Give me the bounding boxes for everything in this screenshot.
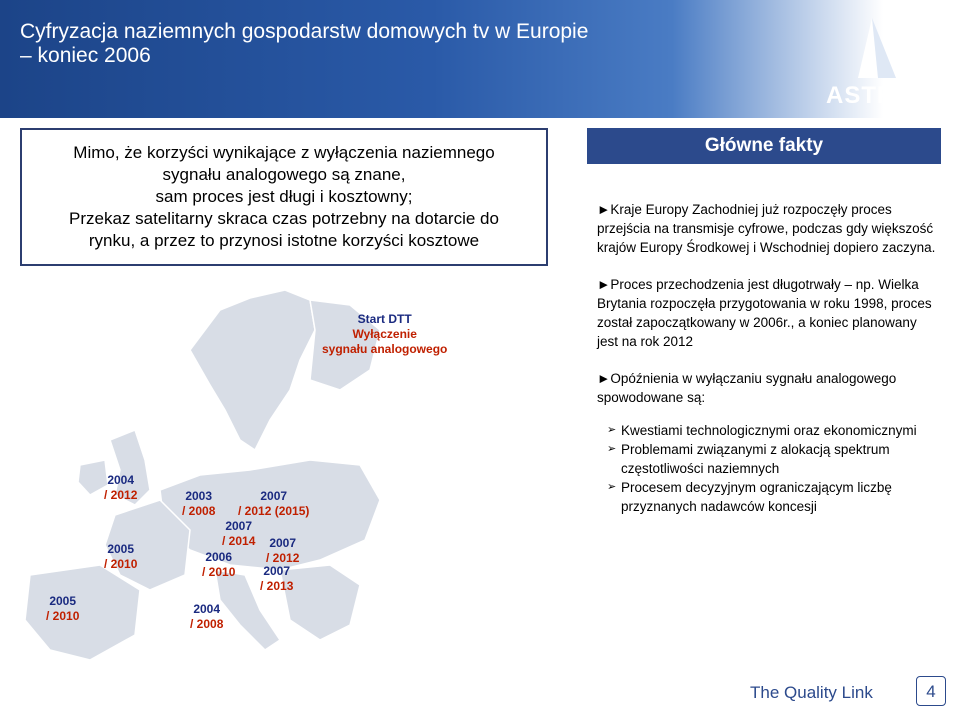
- title-line-1: Cyfryzacja naziemnych gospodarstw domowych tv w Europie: [20, 20, 589, 43]
- list-item: ➢ Kwestiami technologicznymi oraz ekonomicznymi: [607, 421, 937, 440]
- facts-header: Główne fakty: [587, 128, 941, 164]
- facts-panel: [597, 200, 937, 516]
- fact-paragraph-3: ►Opóźnienia w wyłączaniu sygnału analogowego spowodowane są:: [597, 371, 897, 405]
- map-label-poland: 2007 / 2012: [266, 536, 300, 565]
- scandinavia-shape: [190, 290, 315, 450]
- list-item: ➢ Procesem decyzyjnym ograniczającym liczbę przyznanych nadawców koncesji: [607, 478, 937, 516]
- map-label-ireland: 2005 / 2010: [104, 542, 138, 571]
- fact-paragraph-2: ►Proces przechodzenia jest długotrwały – np. Wielka Brytania rozpoczęła przygotowania w roku 1998, proces został zapoczątkowany w 2006r., a koniec planowany jest na rok 2012: [597, 277, 932, 349]
- quality-link-tagline: The Quality Link: [750, 683, 873, 702]
- legend-end-label-2: sygnału analogowego: [322, 342, 448, 356]
- map-label-switzerland: 2006 / 2010: [202, 550, 236, 579]
- message-line: sygnału analogowego są znane,: [162, 165, 406, 184]
- map-label-czech: 2007 / 2013: [260, 564, 294, 593]
- title-line-2: – koniec 2006: [20, 44, 151, 67]
- map-label-france: 2005 / 2010: [46, 594, 80, 623]
- message-line: Mimo, że korzyści wynikające z wyłączenia naziemnego: [73, 143, 495, 162]
- key-message-box: [20, 128, 548, 266]
- legend-start-label: Start DTT: [357, 312, 412, 326]
- legend-end-label-1: Wyłączenie: [352, 327, 417, 341]
- page-number: 4: [916, 676, 946, 706]
- message-line: sam proces jest długi i kosztowny;: [155, 187, 413, 206]
- map-label-germany: 2007 / 2014: [222, 519, 256, 548]
- map-label-netherlands: 2003 / 2008: [182, 489, 216, 518]
- map-label-denmark: 2007 / 2012 (2015): [238, 489, 310, 518]
- map-label-uk: 2004 / 2012: [104, 473, 138, 502]
- map-legend: [322, 312, 447, 357]
- astra-logo-text: ASTRA: [826, 82, 914, 109]
- page-title: [20, 20, 588, 68]
- header-banner: [0, 0, 960, 118]
- message-line: Przekaz satelitarny skraca czas potrzebny na dotarcie do: [69, 209, 499, 228]
- map-label-spain: 2004 / 2008: [190, 602, 224, 631]
- list-item: ➢ Problemami związanymi z alokacją spektrum częstotliwości naziemnych: [607, 440, 937, 478]
- message-line: rynku, a przez to przynosi istotne korzyści kosztowe: [88, 231, 480, 250]
- fact-paragraph-1: ►Kraje Europy Zachodniej już rozpoczęły proces przejścia na transmisje cyfrowe, podczas gdy większość krajów Europy Środkowej i Wschodniej dopiero zaczyna.: [597, 202, 936, 255]
- iberia-shape: [25, 565, 140, 660]
- delay-reasons-list: [597, 421, 937, 516]
